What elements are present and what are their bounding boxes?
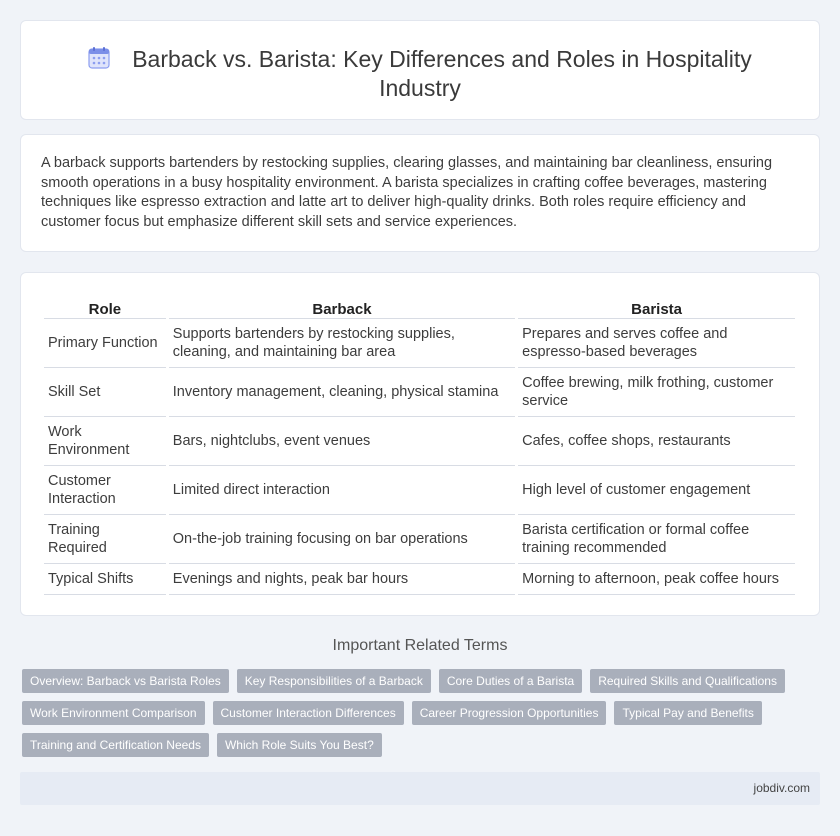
barback-cell: Bars, nightclubs, event venues <box>169 417 515 466</box>
barback-cell: Supports bartenders by restocking supplies, cleaning, and maintaining bar area <box>169 319 515 368</box>
table-row <box>44 319 795 368</box>
barista-cell: Coffee brewing, milk frothing, customer service <box>518 368 795 417</box>
related-term-tag[interactable]: Work Environment Comparison <box>22 701 205 725</box>
table-row <box>44 564 795 595</box>
related-term-tag[interactable]: Core Duties of a Barista <box>439 669 582 693</box>
header-barback: Barback <box>169 297 515 319</box>
page-title: Barback vs. Barista: Key Differences and Roles in Hospitality Industry <box>132 46 752 101</box>
row-label: Work Environment <box>44 417 166 466</box>
related-terms-title: Important Related Terms <box>332 637 508 654</box>
comparison-table <box>41 297 798 595</box>
related-term-tag[interactable]: Career Progression Opportunities <box>412 701 607 725</box>
related-term-tag[interactable]: Required Skills and Qualifications <box>590 669 785 693</box>
row-label: Customer Interaction <box>44 466 166 515</box>
barista-cell: Prepares and serves coffee and espresso-based beverages <box>518 319 795 368</box>
header-card <box>20 20 820 120</box>
table-row <box>44 417 795 466</box>
row-label: Skill Set <box>44 368 166 417</box>
table-header-row <box>44 297 795 319</box>
related-term-tag[interactable]: Key Responsibilities of a Barback <box>237 669 431 693</box>
intro-card <box>20 134 820 252</box>
calendar-icon <box>88 47 110 69</box>
barista-cell: High level of customer engagement <box>518 466 795 515</box>
row-label: Training Required <box>44 515 166 564</box>
table-row <box>44 515 795 564</box>
footer-site-link[interactable]: jobdiv.com <box>753 781 810 795</box>
barista-cell: Cafes, coffee shops, restaurants <box>518 417 795 466</box>
barback-cell: On-the-job training focusing on bar operations <box>169 515 515 564</box>
related-term-tag[interactable]: Training and Certification Needs <box>22 733 209 757</box>
barista-cell: Barista certification or formal coffee training recommended <box>518 515 795 564</box>
row-label: Primary Function <box>44 319 166 368</box>
related-term-tag[interactable]: Typical Pay and Benefits <box>614 701 761 725</box>
related-terms-tags <box>22 669 802 757</box>
header-role: Role <box>44 297 166 319</box>
table-row <box>44 368 795 417</box>
footer <box>20 772 820 805</box>
related-term-tag[interactable]: Customer Interaction Differences <box>213 701 404 725</box>
page-title-wrap <box>21 45 819 103</box>
header-barista: Barista <box>518 297 795 319</box>
table-row <box>44 466 795 515</box>
barback-cell: Limited direct interaction <box>169 466 515 515</box>
barback-cell: Inventory management, cleaning, physical stamina <box>169 368 515 417</box>
related-term-tag[interactable]: Which Role Suits You Best? <box>217 733 382 757</box>
barback-cell: Evenings and nights, peak bar hours <box>169 564 515 595</box>
intro-paragraph: A barback supports bartenders by restocking supplies, clearing glasses, and maintaining bar cleanliness, ensuring smooth operations in a busy hospitality environment. A barista specializes in crafting coffee beverages, mastering techniques like espresso extraction and latte art to deliver high-quality drinks. Both roles require efficiency and customer focus but emphasize different skill sets and service experiences. <box>41 155 773 230</box>
barista-cell: Morning to afternoon, peak coffee hours <box>518 564 795 595</box>
comparison-card <box>20 272 820 616</box>
related-term-tag[interactable]: Overview: Barback vs Barista Roles <box>22 669 229 693</box>
row-label: Typical Shifts <box>44 564 166 595</box>
